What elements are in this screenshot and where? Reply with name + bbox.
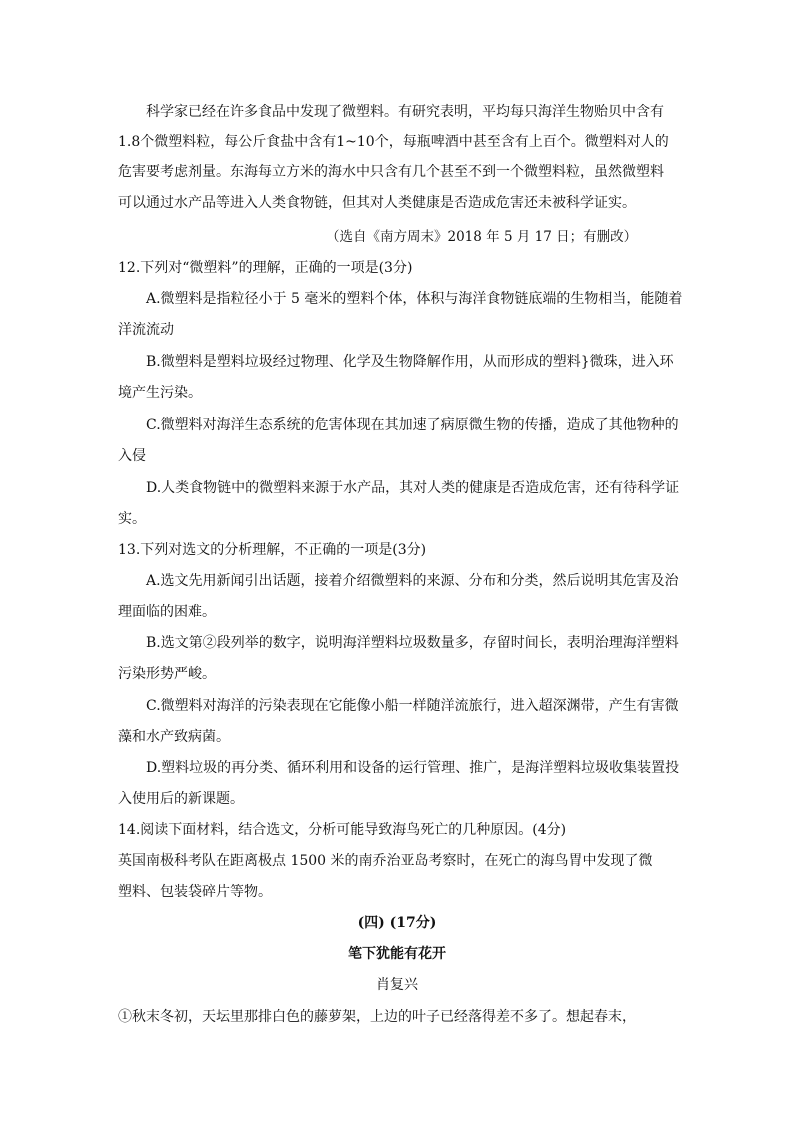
q13-stem: 13.下列对选文的分析理解，不正确的一项是(3分) — [118, 542, 427, 558]
q12-option-a-cont: 洋流流动 — [118, 322, 174, 338]
q12-option-d-cont: 实。 — [118, 511, 146, 527]
q12-option-c: C.微塑料对海洋生态系统的危害体现在其加速了病原微生物的传播，造成了其他物种的 — [146, 417, 679, 433]
q12-option-c-cont: 入侵 — [118, 448, 146, 464]
article-author: 肖复兴 — [376, 977, 418, 993]
q14-material-line-1: 英国南极科考队在距离极点 1500 米的南乔治亚岛考察时，在死亡的海鸟胃中发现了微 — [118, 853, 653, 869]
q12-option-a: A.微塑料是指粒径小于 5 毫米的塑料个体，体积与海洋食物链底端的生物相当，能随着 — [146, 291, 683, 307]
q14-material-line-2: 塑料、包装袋碎片等物。 — [118, 884, 272, 900]
q12-stem: 12.下列对“微塑料”的理解，正确的一项是(3分) — [118, 260, 413, 276]
q12-option-d: D.人类食物链中的微塑料来源于水产品，其对人类的健康是否造成危害，还有待科学证 — [146, 480, 680, 496]
passage-line-1: 科学家已经在许多食品中发现了微塑料。有研究表明，平均每只海洋生物贻贝中含有 — [146, 104, 664, 120]
q13-option-d: D.塑料垃圾的再分类、循环利用和设备的运行管理、推广，是海洋塑料垃圾收集装置投 — [146, 760, 680, 776]
q13-option-c: C.微塑料对海洋的污染表现在它能像小船一样随洋流旅行，进入超深渊带，产生有害微 — [146, 698, 679, 714]
q13-option-c-cont: 藻和水产致病菌。 — [118, 729, 230, 745]
passage-source: （选自《南方周末》2018 年 5 月 17 日；有删改） — [326, 229, 638, 245]
q13-option-a-cont: 理面临的困难。 — [118, 604, 216, 620]
article-paragraph-1: ①秋末冬初，天坛里那排白色的藤萝架，上边的叶子已经落得差不多了。想起春末， — [118, 1009, 636, 1025]
section-header: (四) (17分) — [357, 915, 437, 931]
passage-line-4: 可以通过水产品等进入人类食物链，但其对人类健康是否造成危害还未被科学证实。 — [118, 195, 636, 211]
passage-line-2: 1.8个微塑料粒，每公斤食盐中含有1~10个，每瓶啤酒中甚至含有上百个。微塑料对人的 — [118, 134, 669, 150]
q13-option-a: A.选文先用新闻引出话题，接着介绍微塑料的来源、分布和分类，然后说明其危害及治 — [146, 573, 679, 589]
passage-line-3: 危害要考虑剂量。东海每立方米的海水中只含有几个甚至不到一个微塑料粒，虽然微塑料 — [118, 164, 664, 180]
article-title: 笔下犹能有花开 — [348, 946, 446, 962]
q12-option-b: B.微塑料是塑料垃圾经过物理、化学及生物降解作用，从而形成的塑料}微珠，进入环 — [146, 354, 674, 370]
q12-option-b-cont: 境产生污染。 — [118, 385, 202, 401]
q14-stem: 14.阅读下面材料，结合选文，分析可能导致海鸟死亡的几种原因。(4分) — [118, 822, 567, 838]
q13-option-b: B.选文第②段列举的数字，说明海洋塑料垃圾数量多，存留时间长，表明治理海洋塑料 — [146, 635, 679, 651]
q13-option-b-cont: 污染形势严峻。 — [118, 666, 216, 682]
q13-option-d-cont: 入使用后的新课题。 — [118, 791, 244, 807]
